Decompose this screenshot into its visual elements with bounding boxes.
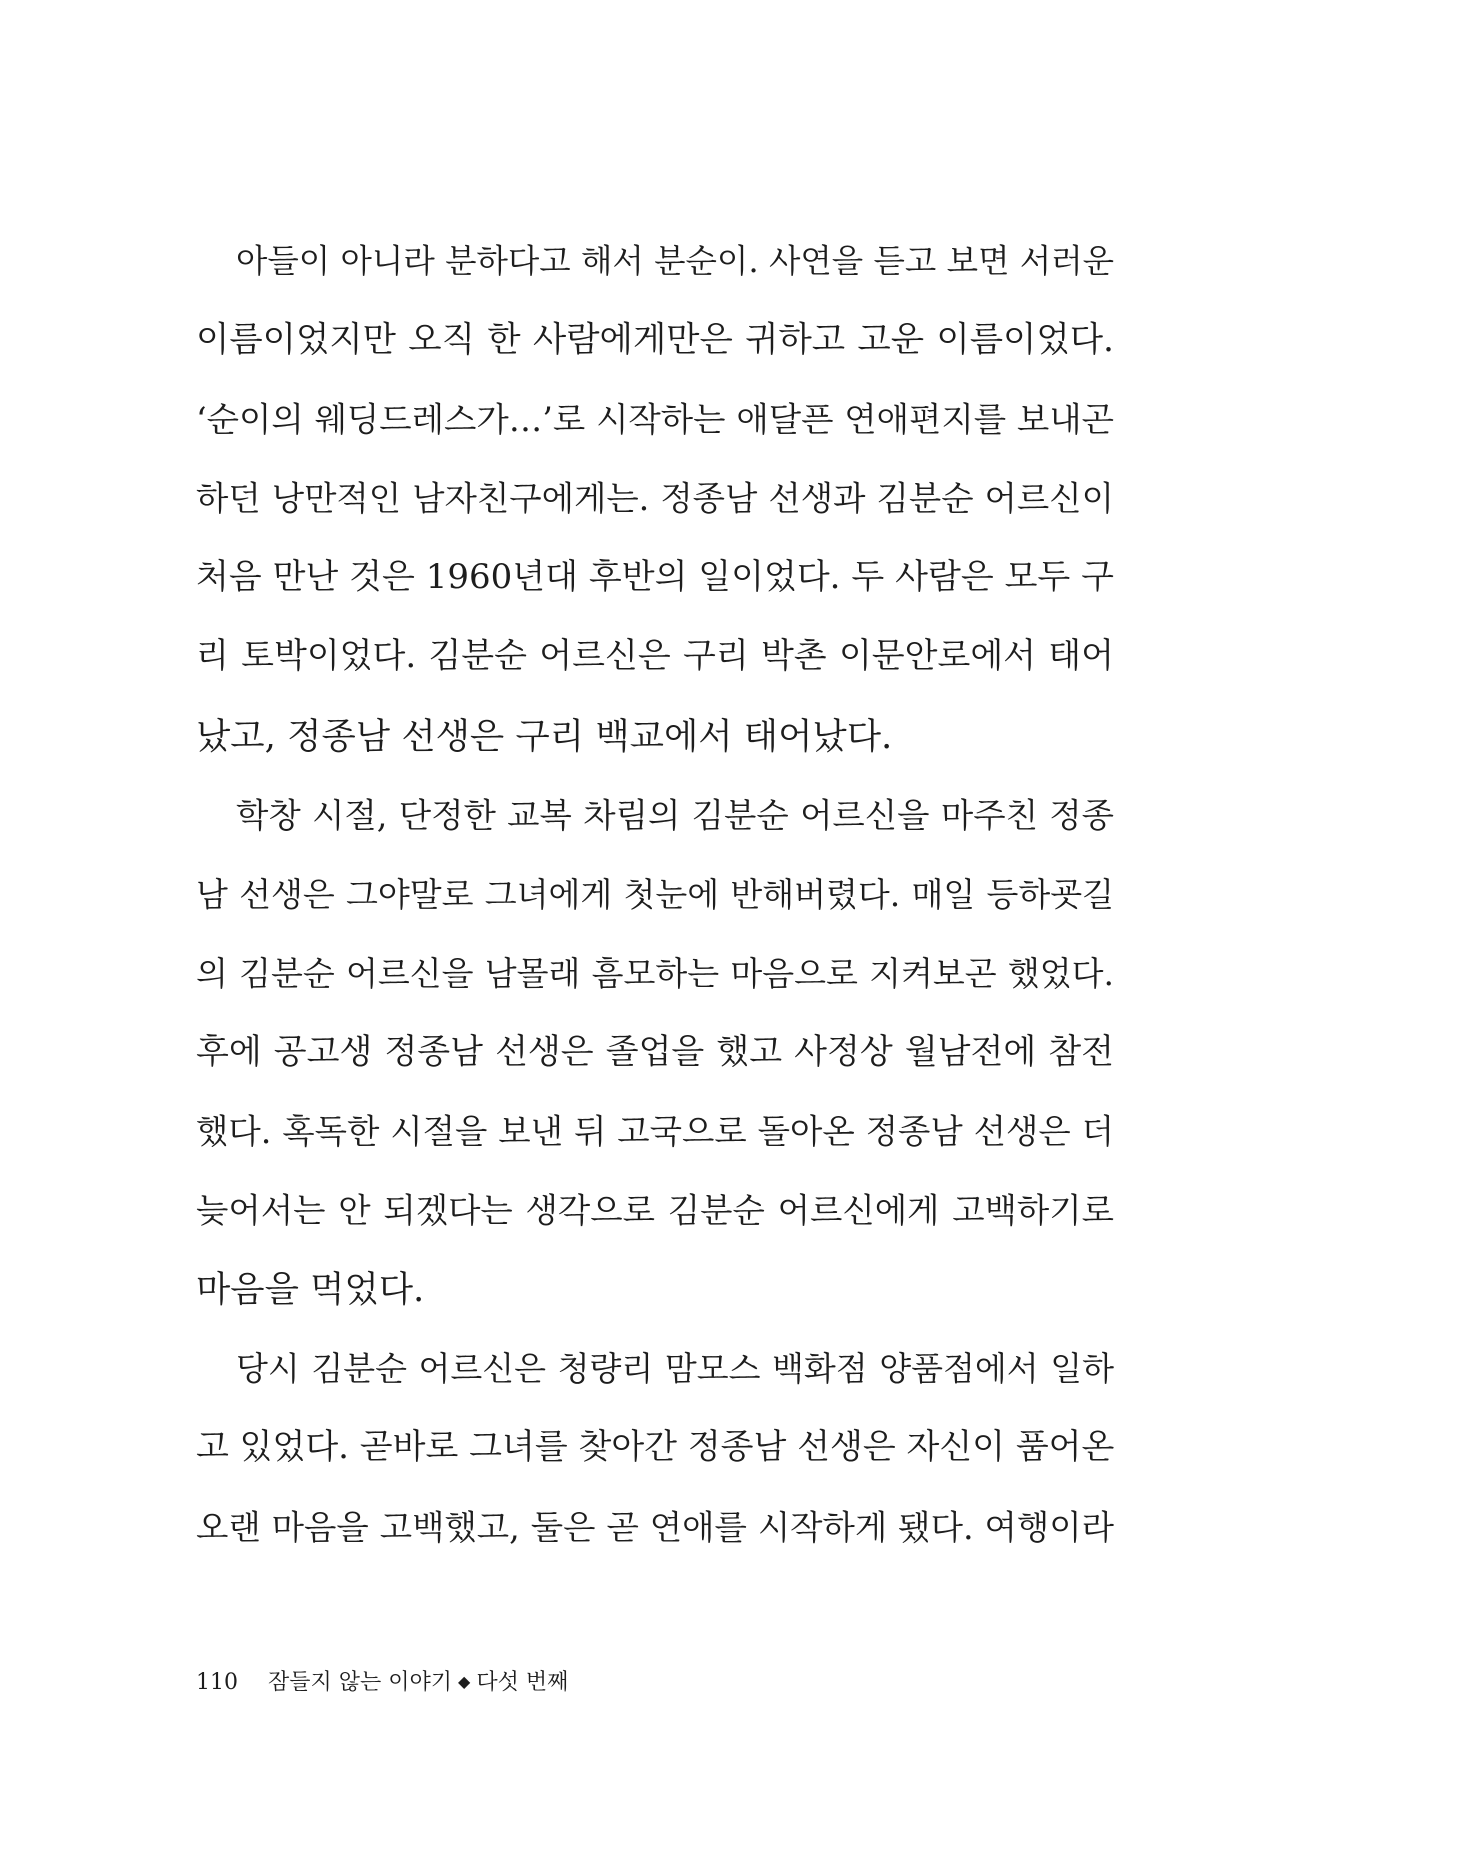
- text-line: 고 있었다. 곧바로 그녀를 찾아간 정종남 선생은 자신이 품어온: [196, 1427, 1114, 1468]
- text-line: 이름이었지만 오직 한 사람에게만은 귀하고 고운 이름이었다.: [196, 320, 1114, 361]
- text-line: 당시 김분순 어르신은 청량리 맘모스 백화점 양품점에서 일하: [236, 1349, 1114, 1389]
- page-number: 110: [196, 1670, 238, 1695]
- chapter-label: 다섯 번째: [476, 1670, 569, 1695]
- text-line: 처음 만난 것은 1960년대 후반의 일이었다. 두 사람은 모두 구: [196, 557, 1114, 598]
- text-line: ‘순이의 웨딩드레스가…’로 시작하는 애달픈 연애편지를 보내곤: [196, 400, 1114, 440]
- text-line: 아들이 아니라 분하다고 해서 분순이. 사연을 듣고 보면 서러운: [236, 242, 1114, 280]
- body-text: [196, 222, 1114, 1567]
- text-line: 했다. 혹독한 시절을 보낸 뒤 고국으로 돌아온 정종남 선생은 더: [196, 1112, 1114, 1152]
- text-line: 후에 공고생 정종남 선생은 졸업을 했고 사정상 월남전에 참전: [196, 1031, 1114, 1072]
- text-line: 리 토박이었다. 김분순 어르신은 구리 박촌 이문안로에서 태어: [196, 636, 1114, 677]
- text-line: 오랜 마음을 고백했고, 둘은 곧 연애를 시작하게 됐다. 여행이라: [196, 1507, 1114, 1547]
- page-footer: [196, 1666, 568, 1699]
- text-line: 늦어서는 안 되겠다는 생각으로 김분순 어르신에게 고백하기로: [196, 1191, 1114, 1231]
- diamond-separator-icon: ◆: [458, 1672, 471, 1691]
- text-line: 의 김분순 어르신을 남몰래 흠모하는 마음으로 지켜보곤 했었다.: [196, 953, 1114, 993]
- text-line: 하던 낭만적인 남자친구에게는. 정종남 선생과 김분순 어르신이: [196, 479, 1114, 519]
- text-line: 났고, 정종남 선생은 구리 백교에서 태어났다.: [196, 715, 893, 757]
- text-line: 남 선생은 그야말로 그녀에게 첫눈에 반해버렸다. 매일 등하굣길: [196, 874, 1114, 914]
- text-line: 마음을 먹었다.: [196, 1269, 425, 1311]
- book-title: 잠들지 않는 이야기: [268, 1670, 453, 1695]
- text-line: 학창 시절, 단정한 교복 차림의 김분순 어르신을 마주친 정종: [236, 795, 1114, 835]
